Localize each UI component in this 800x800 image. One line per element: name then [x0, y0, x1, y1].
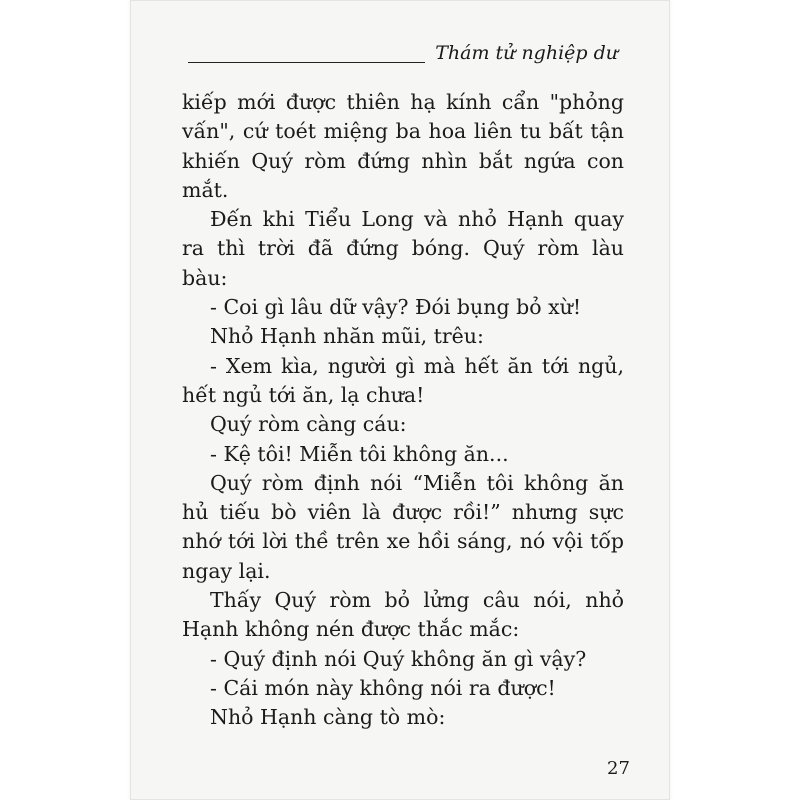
paragraph-10: - Quý định nói Quý không ăn gì vậy?	[210, 646, 587, 671]
header-rule	[188, 62, 425, 63]
paragraph-9: Thấy Quý ròm bỏ lửng câu nói, nhỏ Hạnh không nén được thắc mắc:	[182, 588, 624, 642]
paragraph-4: Nhỏ Hạnh nhăn mũi, trêu:	[210, 324, 484, 349]
paragraph-6: Quý ròm càng cáu:	[210, 412, 407, 437]
paragraph-12: Nhỏ Hạnh càng tò mò:	[210, 705, 446, 730]
paragraph-11: - Cái món này không nói ra được!	[210, 675, 556, 700]
paragraph-7: - Kệ tôi! Miễn tôi không ăn...	[210, 441, 509, 466]
paragraph-3: - Coi gì lâu dữ vậy? Đói bụng bỏ xừ!	[210, 295, 582, 320]
paragraph-2: Đến khi Tiểu Long và nhỏ Hạnh quay ra thì trời đã đứng bóng. Quý ròm làu bàu:	[182, 207, 624, 290]
paragraph-1: kiếp mới được thiên hạ kính cẩn "phỏng vấn", cứ toét miệng ba hoa liên tu bất tận khiến Quý ròm đứng nhìn bắt ngứa con mắt.	[182, 90, 624, 202]
body-text	[182, 88, 624, 733]
running-header	[188, 42, 618, 68]
header-title: Thám tử nghiệp dư	[435, 42, 618, 64]
paragraph-8: Quý ròm định nói “Miễn tôi không ăn hủ tiếu bò viên là được rồi!” nhưng sực nhớ tới lời thề trên xe hồi sáng, nó vội tốp ngay lại.	[182, 470, 624, 583]
paragraph-5: - Xem kìa, người gì mà hết ăn tới ngủ, hết ngủ tới ăn, lạ chưa!	[182, 353, 624, 407]
book-page	[130, 0, 670, 800]
page-number: 27	[607, 758, 630, 779]
